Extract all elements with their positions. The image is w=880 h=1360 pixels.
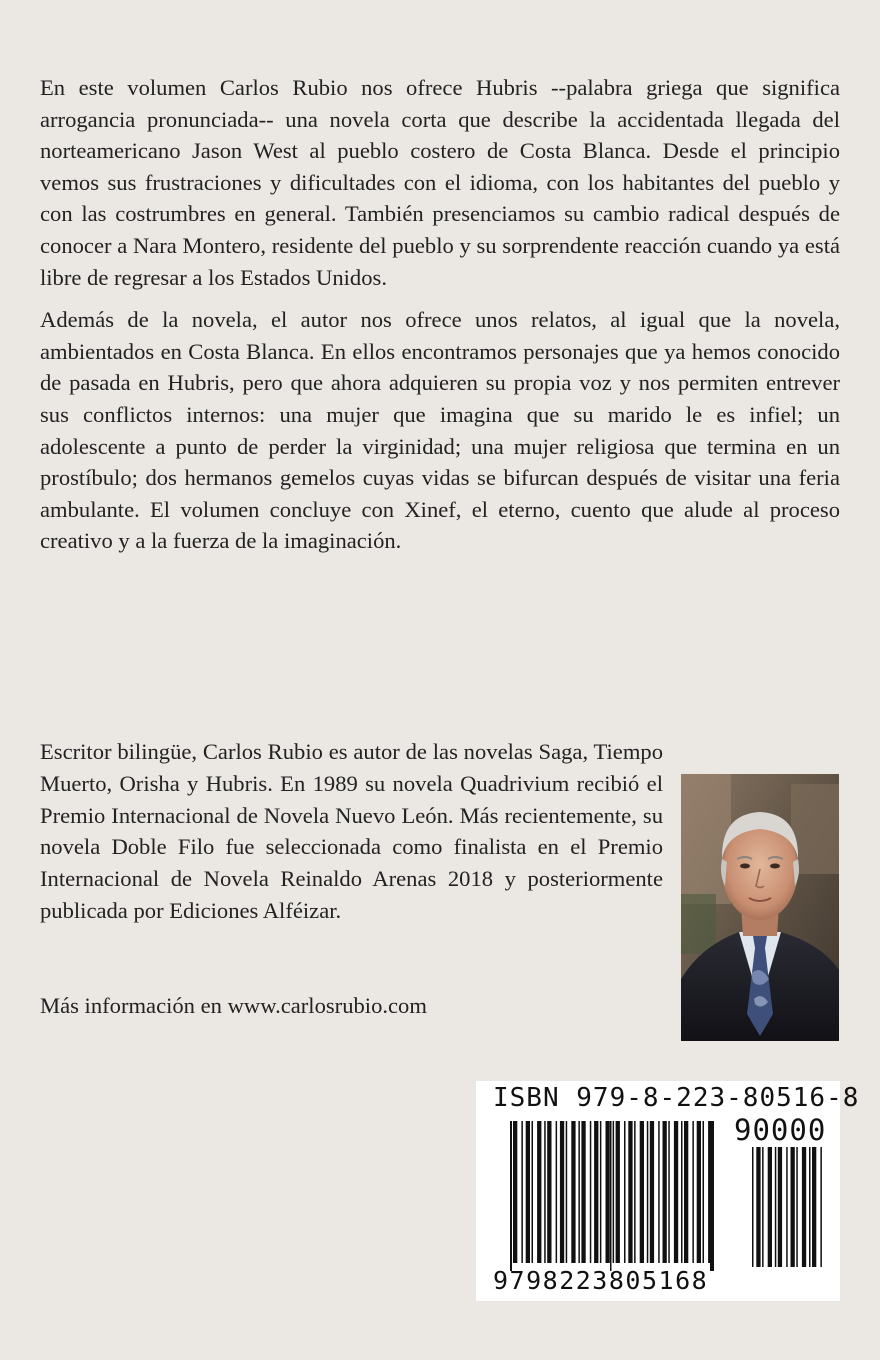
blurb-paragraph-1: En este volumen Carlos Rubio nos ofrece Hubris --palabra griega que significa arrogancia pronunciada-- una novela corta que describe la accidentada llegada del norteamericano Jason West al pueblo costero de Costa Blanca. Desde el principio vemos sus frustraciones y dificultades con el idioma, con los habitantes del pueblo y con las costrumbres en general. También presenciamos su cambio radical después de conocer a Nara Montero, residente del pueblo y su sorprendente reacción cuando ya está libre de regresar a los Estados Unidos.	[40, 75, 840, 290]
isbn-label: ISBN 979-8-223-80516-8	[493, 1083, 860, 1113]
more-info-link: Más información en www.carlosrubio.com	[40, 993, 427, 1018]
ean-digits: 9798223805168	[493, 1266, 709, 1295]
author-portrait-icon	[681, 774, 839, 1041]
price-code: 90000	[734, 1113, 827, 1147]
author-photo	[681, 774, 839, 1041]
isbn-barcode	[476, 1081, 860, 1301]
back-cover-blurb	[40, 72, 840, 568]
blurb-paragraph-2: Además de la novela, el autor nos ofrece unos relatos, al igual que la novela, ambientados en Costa Blanca. En ellos encontramos personajes que ya hemos conocido de pasada en Hubris, pero que ahora adquieren su propia voz y nos permiten entrever sus conflictos internos: una mujer que imagina que su marido le es infiel; un adolescente a punto de perder la virginidad; una mujer religiosa que termina en un prostíbulo; dos hermanos gemelos cuyas vidas se bifurcan después de visitar una feria ambulante. El volumen concluye con Xinef, el eterno, cuento que alude al proceso creativo y a la fuerza de la imaginación.	[40, 307, 840, 554]
author-bio: Escritor bilingüe, Carlos Rubio es autor de las novelas Saga, Tiempo Muerto, Orisha y Hubris. En 1989 su novela Quadrivium recibió el Premio Internacional de Novela Nuevo León. Más recientemente, su novela Doble Filo fue seleccionada como finalista en el Premio Internacional de Novela Reinaldo Arenas 2018 y posteriormente publicada por Ediciones Alféizar.	[40, 739, 663, 923]
